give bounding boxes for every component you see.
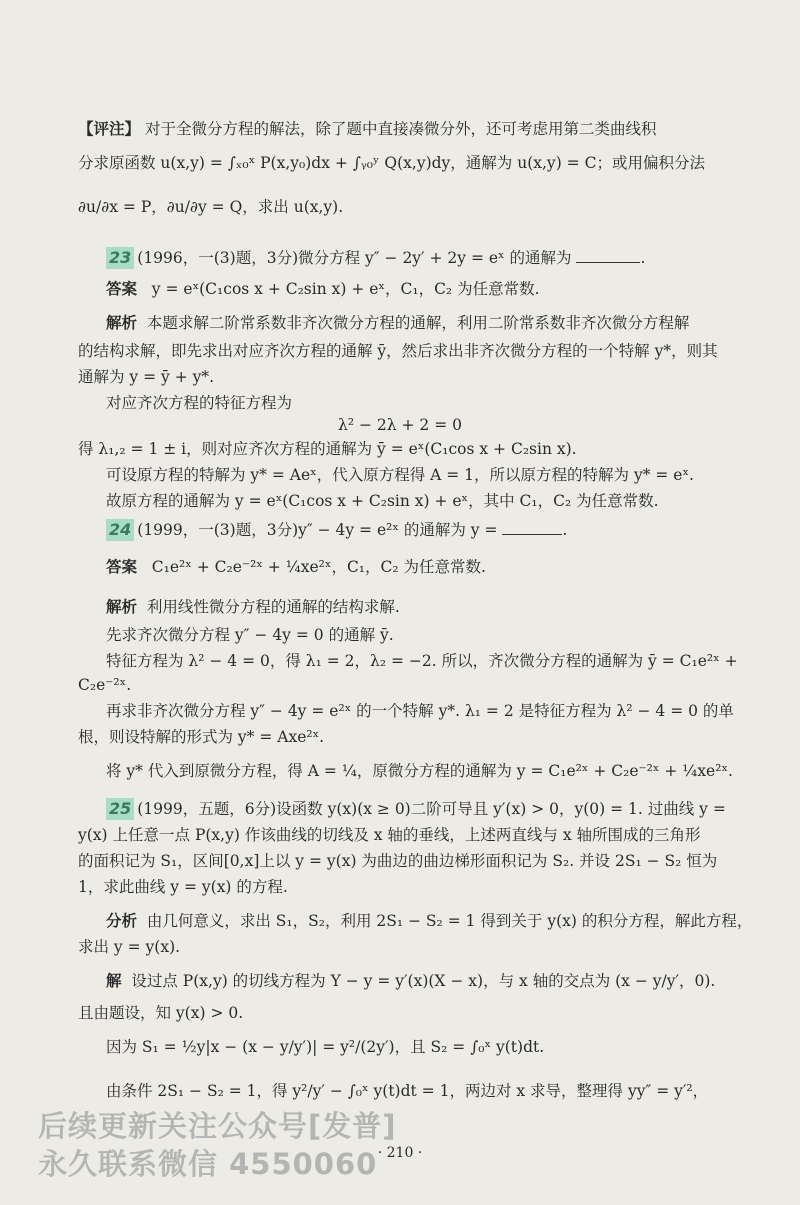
problem-24-question: 24 (1999，一(3)题，3分)y″ − 4y = e²ˣ 的通解为 y = . — [106, 518, 786, 541]
solution-text-1: 设过点 P(x,y) 的切线方程为 Y − y = y′(x)(X − x)，与 x 轴的交点为 (x − y/y′，0). — [131, 972, 716, 990]
problem-25-line-2: y(x) 上任意一点 P(x,y) 作该曲线的切线及 x 轴的垂线，上述两直线与 x 轴所围成的三角形 — [78, 826, 701, 844]
problem-24-text: (1999，一(3)题，3分)y″ − 4y = e²ˣ 的通解为 y = — [137, 521, 498, 539]
watermark-line-2: 永久联系微信 4550060 — [38, 1147, 378, 1181]
answer-text: C₁e²ˣ + C₂e⁻²ˣ + ¼xe²ˣ，C₁，C₂ 为任意常数. — [151, 558, 486, 576]
problem-25-solution-3: 因为 S₁ = ½y|x − (x − y/y′)| = y²/(2y′)，且 S₂ = ∫₀ˣ y(t)dt. — [106, 1038, 545, 1056]
problem-24-line-7: 将 y* 代入到原微分方程，得 A = ¼，原微分方程的通解为 y = C₁e²ˣ + C₂e⁻²ˣ + ¼xe²ˣ. — [106, 762, 733, 780]
page-number: · 210 · — [377, 1145, 423, 1161]
analysis-text-1: 由几何意义，求出 S₁，S₂，利用 2S₁ − S₂ = 1 得到关于 y(x) 的积分方程，解此方程， — [146, 912, 753, 930]
problem-23-analysis-3: 通解为 y = ȳ + y*. — [78, 368, 215, 386]
problem-number-25: 25 — [106, 798, 134, 820]
problem-24-answer — [106, 556, 786, 578]
problem-25-solution-2: 且由题设，知 y(x) > 0. — [78, 1004, 244, 1022]
analysis-tag: 解析 — [106, 598, 138, 616]
problem-25-line-3: 的面积记为 S₁，区间[0,x]上以 y = y(x) 为曲边的曲边梯形面积记为 S₂. 并设 2S₁ − S₂ 恒为 — [78, 852, 718, 870]
review-line-3: ∂u/∂x = P，∂u/∂y = Q，求出 u(x,y). — [78, 198, 344, 216]
analysis-tag: 分析 — [106, 912, 138, 930]
problem-25-analysis-2: 求出 y = y(x). — [78, 938, 181, 956]
problem-23-answer — [106, 278, 786, 300]
analysis-text-1: 本题求解二阶常系数非齐次微分方程的通解，利用二阶常系数非齐次微分方程解 — [146, 314, 690, 332]
problem-number-24: 24 — [106, 519, 134, 541]
answer-tag: 答案 — [106, 280, 138, 298]
problem-24-line-5: 再求非齐次微分方程 y″ − 4y = e²ˣ 的一个特解 y*. λ₁ = 2 是特征方程为 λ² − 4 = 0 的单 — [106, 702, 734, 720]
problem-25-line-1 — [106, 798, 786, 820]
problem-24-line-4: C₂e⁻²ˣ. — [78, 676, 132, 694]
answer-blank — [576, 246, 640, 263]
problem-24-line-6: 根，则设特解的形式为 y* = Axe²ˣ. — [78, 728, 325, 746]
problem-23-analysis-2: 的结构求解，即先求出对应齐次方程的通解 ȳ，然后求出非齐次微分方程的一个特解 y*，则其 — [78, 342, 718, 360]
review-tag: 【评注】 — [78, 120, 141, 138]
review-text-1: 对于全微分方程的解法，除了题中直接凑微分外，还可考虑用第二类曲线积 — [144, 120, 657, 138]
problem-23-line-4: 对应齐次方程的特征方程为 — [106, 394, 293, 412]
problem-24-line-2: 先求齐次微分方程 y″ − 4y = 0 的通解 ȳ. — [106, 626, 394, 644]
problem-23-line-5: 得 λ₁,₂ = 1 ± i，则对应齐次方程的通解为 ȳ = eˣ(C₁cos x + C₂sin x). — [78, 440, 577, 458]
answer-text: y = eˣ(C₁cos x + C₂sin x) + eˣ，C₁，C₂ 为任意常数. — [151, 280, 540, 298]
answer-blank — [502, 518, 562, 535]
problem-23-text: (1996，一(3)题，3分)微分方程 y″ − 2y′ + 2y = eˣ 的通解为 — [137, 249, 572, 267]
problem-24-line-3: 特征方程为 λ² − 4 = 0，得 λ₁ = 2，λ₂ = −2. 所以，齐次微分方程的通解为 ȳ = C₁e²ˣ + — [106, 652, 738, 670]
answer-tag: 答案 — [106, 558, 138, 576]
problem-25-solution-1 — [106, 970, 786, 992]
review-line-1 — [78, 118, 758, 140]
problem-25-text: (1999，五题，6分)设函数 y(x)(x ≥ 0)二阶可导且 y′(x) > 0，y(0) = 1. 过曲线 y = — [137, 800, 726, 818]
problem-25-analysis-1 — [106, 910, 786, 932]
characteristic-equation: λ² − 2λ + 2 = 0 — [338, 416, 462, 434]
problem-25-solution-4: 由条件 2S₁ − S₂ = 1，得 y²/y′ − ∫₀ˣ y(t)dt = 1，两边对 x 求导，整理得 yy″ = y′²， — [106, 1082, 709, 1100]
problem-25-line-4: 1，求此曲线 y = y(x) 的方程. — [78, 878, 288, 896]
problem-23-line-7: 故原方程的通解为 y = eˣ(C₁cos x + C₂sin x) + eˣ，其中 C₁，C₂ 为任意常数. — [106, 492, 659, 510]
problem-number-23: 23 — [106, 247, 134, 269]
problem-23-line-6: 可设原方程的特解为 y* = Aeˣ，代入原方程得 A = 1，所以原方程的特解为 y* = eˣ. — [106, 466, 694, 484]
watermark-line-1: 后续更新关注公众号[发普] — [38, 1109, 397, 1143]
solution-tag: 解 — [106, 972, 122, 990]
problem-23-question: 23 (1996，一(3)题，3分)微分方程 y″ − 2y′ + 2y = eˣ 的通解为 . — [106, 246, 786, 269]
analysis-text-1: 利用线性微分方程的通解的结构求解. — [146, 598, 400, 616]
problem-24-analysis-1 — [106, 596, 786, 618]
review-line-2: 分求原函数 u(x,y) = ∫ₓ₀ˣ P(x,y₀)dx + ∫ᵧ₀ʸ Q(x,y)dy，通解为 u(x,y) = C；或用偏积分法 — [78, 154, 705, 172]
problem-23-analysis-1 — [106, 312, 786, 334]
analysis-tag: 解析 — [106, 314, 138, 332]
